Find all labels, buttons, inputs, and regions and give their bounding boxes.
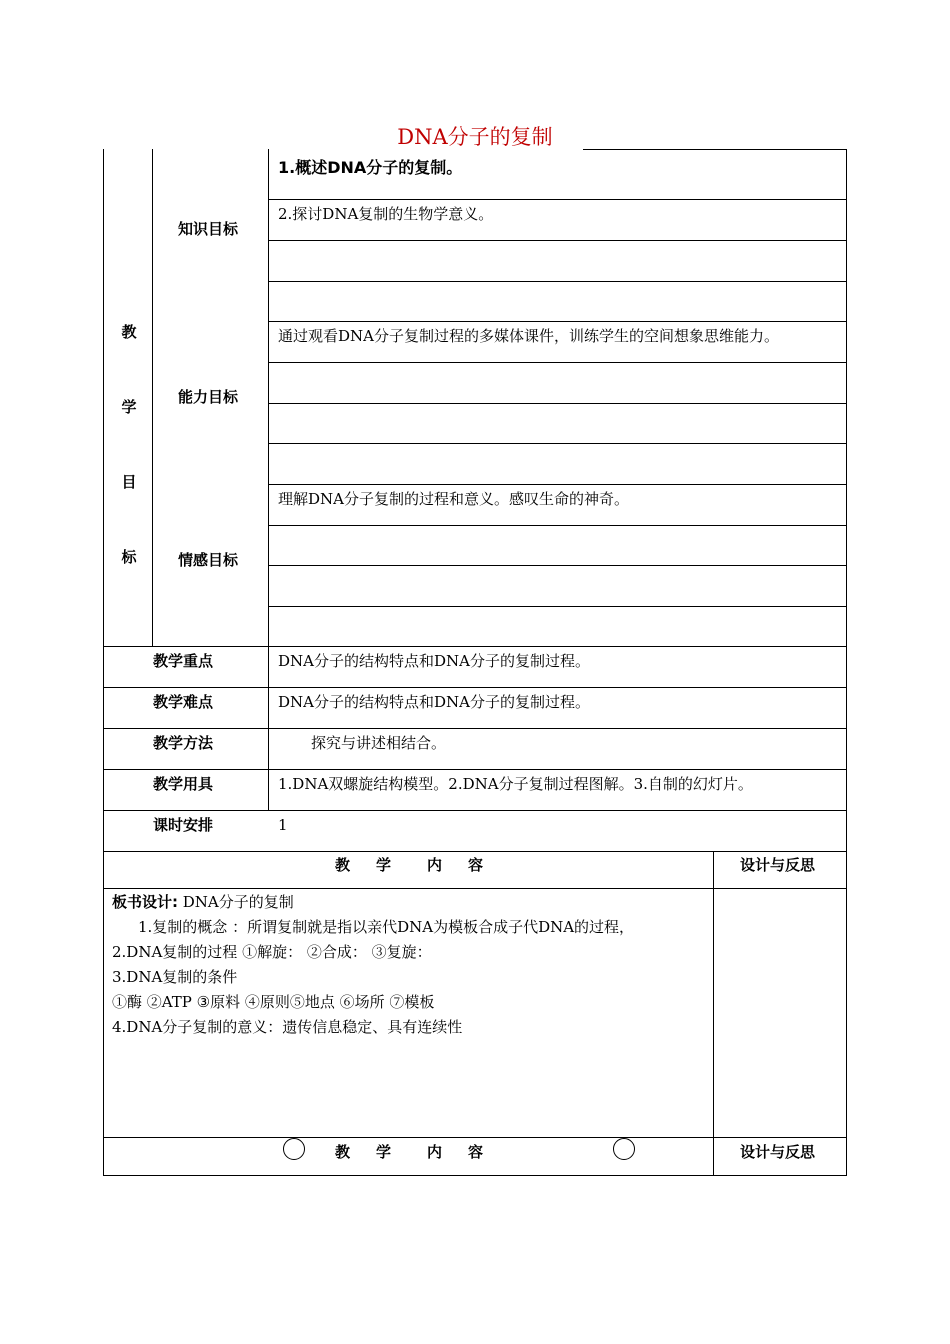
- board-design-heading: [112, 893, 294, 911]
- footer-header-char: 内: [427, 1143, 443, 1161]
- row-label-method: 教学方法: [153, 734, 214, 752]
- divider: [268, 240, 846, 241]
- divider: [268, 443, 846, 444]
- row-value-tools: 1.DNA双螺旋结构模型。2.DNA分子复制过程图解。3.自制的幻灯片。: [278, 775, 753, 793]
- footer-design-reflection-header: 设计与反思: [740, 1143, 816, 1161]
- section-char: 目: [121, 473, 137, 491]
- divider: [268, 321, 846, 322]
- knowledge-objective-2: 2.探讨DNA复制的生物学意义。: [278, 205, 494, 223]
- divider: [268, 525, 846, 526]
- page-title: DNA分子的复制: [397, 125, 553, 149]
- ability-objective-1: 通过观看DNA分子复制过程的多媒体课件，训练学生的空间想象思维能力。: [278, 327, 779, 345]
- content-header-char: 内: [427, 856, 443, 874]
- board-line-4: ①酶 ②ATP ③原料 ④原则⑤地点 ⑥场所 ⑦模板: [112, 993, 435, 1011]
- divider: [103, 687, 846, 688]
- divider: [103, 728, 846, 729]
- circle-icon: [283, 1138, 305, 1160]
- content-header-char: 学: [376, 856, 392, 874]
- divider: [152, 149, 153, 646]
- divider: [268, 565, 846, 566]
- knowledge-objective-1: 1.概述DNA分子的复制。: [278, 158, 463, 177]
- divider: [713, 851, 714, 1176]
- footer-header-char: 学: [376, 1143, 392, 1161]
- ability-label: 能力目标: [178, 388, 239, 406]
- board-line-3: 3.DNA复制的条件: [112, 968, 238, 986]
- divider: [268, 362, 846, 363]
- content-header-char: 容: [468, 856, 484, 874]
- row-label-tools: 教学用具: [153, 775, 214, 793]
- row-value-schedule: 1: [278, 816, 288, 834]
- section-char: 学: [121, 398, 137, 416]
- divider: [103, 1137, 846, 1138]
- divider: [268, 606, 846, 607]
- row-label-schedule: 课时安排: [153, 816, 214, 834]
- circle-icon: [613, 1138, 635, 1160]
- board-label: 板书设计:: [112, 893, 178, 911]
- board-line-5: 4.DNA分子复制的意义：遗传信息稳定、具有连续性: [112, 1018, 463, 1036]
- footer-header-char: 教: [335, 1143, 351, 1161]
- content-header-char: 教: [335, 856, 351, 874]
- row-value-method: 探究与讲述相结合。: [311, 734, 447, 752]
- divider: [103, 646, 846, 647]
- divider: [268, 149, 269, 811]
- row-label-difficulty: 教学难点: [153, 693, 214, 711]
- row-value-focus: DNA分子的结构特点和DNA分子的复制过程。: [278, 652, 590, 670]
- board-line-2: 2.DNA复制的过程 ①解旋： ②合成： ③复旋：: [112, 943, 432, 961]
- footer-header-char: 容: [468, 1143, 484, 1161]
- row-value-difficulty: DNA分子的结构特点和DNA分子的复制过程。: [278, 693, 590, 711]
- divider: [103, 810, 846, 811]
- divider: [103, 769, 846, 770]
- divider: [268, 281, 846, 282]
- board-title: DNA分子的复制: [182, 893, 294, 911]
- emotion-label: 情感目标: [178, 551, 239, 569]
- divider: [103, 851, 846, 852]
- knowledge-label: 知识目标: [178, 220, 239, 238]
- emotion-objective-1: 理解DNA分子复制的过程和意义。感叹生命的神奇。: [278, 490, 629, 508]
- table-border-left: [103, 149, 104, 1176]
- title-underline: [583, 149, 847, 150]
- divider: [268, 484, 846, 485]
- section-char: 教: [121, 323, 137, 341]
- divider: [103, 1175, 846, 1176]
- divider: [268, 403, 846, 404]
- section-char: 标: [121, 548, 137, 566]
- divider: [268, 199, 846, 200]
- divider: [103, 888, 846, 889]
- board-line-1: 1.复制的概念 ：所谓复制就是指以亲代DNA为模板合成子代DNA的过程，: [138, 918, 635, 936]
- row-label-focus: 教学重点: [153, 652, 214, 670]
- table-border-right: [846, 149, 847, 1176]
- design-reflection-header: 设计与反思: [740, 856, 816, 874]
